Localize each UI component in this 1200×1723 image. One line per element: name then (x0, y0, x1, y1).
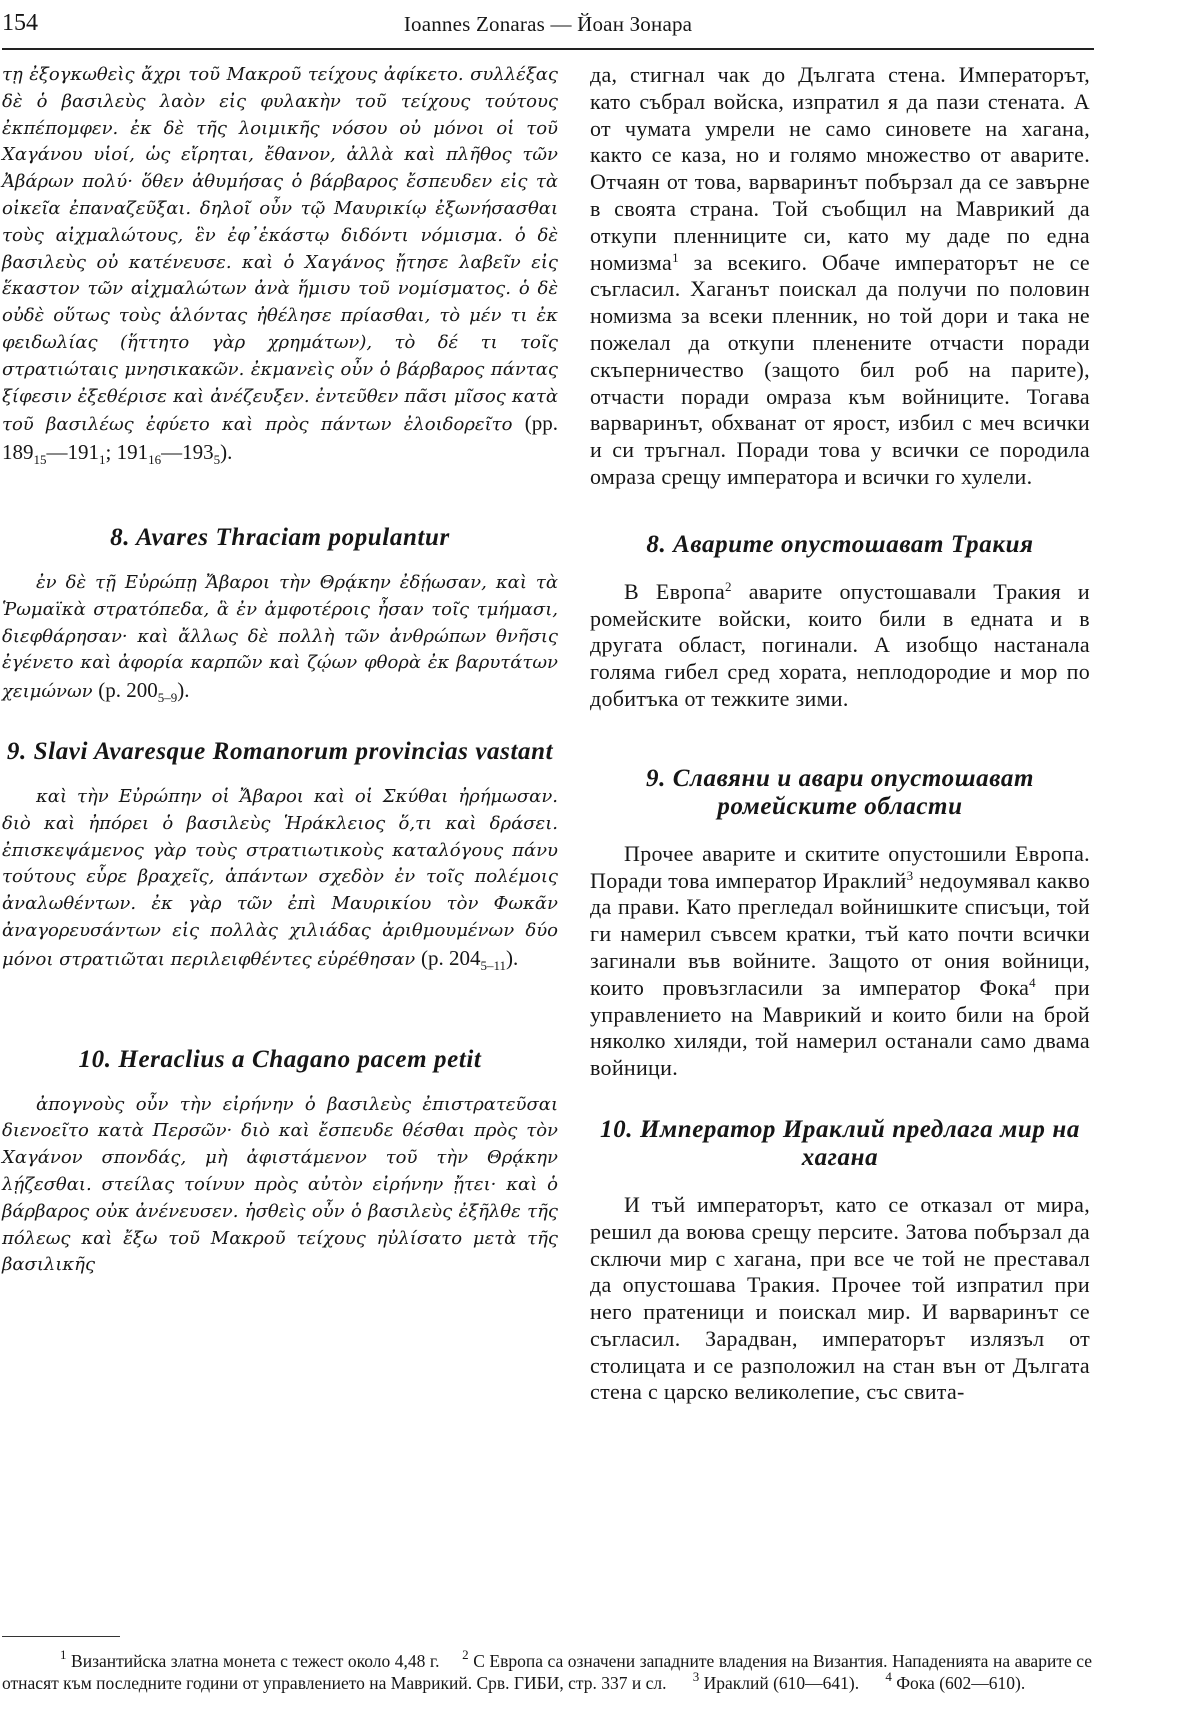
bulgarian-text: при управлението на Маврикий и които били на брой няколко хиляди, той намерил останали само двама войници. (590, 974, 1090, 1081)
bulgarian-text: за всекиго. Обаче императорът не се съгласил. Хаганът поискал да получи по половин номизма за всеки пленник, но той дори и така не пожелал да откупи пленените отчасти поради скъперничество (защото бил роб на парите), отчасти поради омраза към войниците. Тогава варваринът, обхванат от ярост, избил с меч всички и си тръгнал. Поради това у всички се породила омраза срещу императора и всички го хулели. (590, 249, 1090, 489)
bulgarian-text: Прочее аварите и скитите опустошили Европа. Поради това император Ираклий (590, 840, 1090, 893)
greek-section-text: καὶ τὴν Εὐρώπην οἱ Ἄβαροι καὶ οἱ Σκύθαι ἠρήμωσαν. διὸ καὶ ἠπόρει ὁ βασιλεὺς Ἡράκλειος ὅ,τι καὶ δράσει. ἐπισκεψάμενος γὰρ τοὺς στρατιωτικοὺς καταλόγους πάνυ τούτους εὗρε βραχεῖς, ἁπάντων σχεδὸν ἐν τοῖς πολέμοις ἀναλωθέντων. ἐκ γὰρ τῶν ἐπὶ Μαυρικίου τὸν Φωκᾶν ἀναγορευσάντων εἰς πολλὰς χιλιάδας ἀριθμουμένων δύο μόνοι στρατιῶται περιλειφθέντες εὑρέθησαν (2, 785, 558, 970)
ref-part: ). (506, 945, 519, 970)
ref-sub: 5 (213, 452, 221, 468)
footnote-block (2, 1647, 1093, 1694)
ref-sub: 15 (33, 452, 47, 468)
footnote-marker[interactable]: 2 (725, 578, 732, 594)
bulgarian-continuation (590, 62, 1090, 491)
greek-continuation (2, 62, 558, 468)
footnote-rule (2, 1636, 120, 1637)
footnote-marker[interactable]: 3 (906, 867, 914, 883)
bulgarian-section-8-title: 8. Аварите опустошават Тракия (646, 530, 1034, 558)
page-number: 154 (2, 10, 38, 36)
ref-part: ; 191 (105, 440, 149, 465)
bulgarian-section-8-text (590, 579, 1090, 713)
ref-sub: 1 (99, 452, 106, 468)
greek-section-9-text (2, 784, 558, 974)
greek-column (2, 62, 558, 1279)
greek-section-9-ref (420, 945, 519, 973)
footnote-text: С Европа са означени западните владения на Византия. Нападенията на аварите се отнасят към последните години от управлението на Маврикий. Срв. ГИБИ, стр. 337 и сл. (2, 1651, 1093, 1693)
bulgarian-text: недоумявал какво да прави. Като прегледал войнишките списъци, той ги намерил съвсем кратки, тъй като почти всички загинали във войните. Защото от ония войници, които провъзгласили за император Фока (590, 867, 1090, 1000)
footnote-marker[interactable]: 1 (672, 249, 679, 265)
footnote-text: Византийска златна монета с тежест около 4,48 г. (71, 1651, 440, 1671)
page-header (2, 8, 1094, 42)
greek-section-10-title: 10. Heraclius a Chagano pacem petit (78, 1045, 482, 1073)
greek-continuation-text: τῃ ἐξογκωθεὶς ἄχρι τοῦ Μακροῦ τείχους ἀφίκετο. συλλέξας δὲ ὁ βασιλεὺς λαὸν εἰς φυλακὴν τοῦ τείχους τούτους ἐκπέπομφεν. ἐκ δὲ τῆς λοιμικῆς νόσου οὐ μόνοι οἱ τοῦ Χαγάνου υἱοί, ὡς εἴρηται, ἔθανον, ἀλλὰ καὶ πλῆθος τῶν Ἀβάρων πολύ· ὅθεν ἀθυμήσας ὁ βάρβαρος ἔσπευδεν εἰς τὰ οἰκεῖα ἐπαναζεῦξαι. δηλοῖ οὖν τῷ Μαυρικίῳ ἐξωνήσασθαι τοὺς αἰχμαλώτους, ἓν ἐφ᾽ἑκάστῳ διδόντι νόμισμα. ὁ δὲ βασιλεὺς οὐ κατένευσε. καὶ ὁ Χαγάνος ᾔτησε λαβεῖν εἰς ἕκαστον τῶν αἰχμαλώτων ἀνὰ ἥμισυ τοῦ νομίσματος. ὁ δὲ οὐδὲ οὕτως τοὺς ἁλόντας ἠθέλησε πρίασθαι, τὸ μέν τι ἐκ φειδωλίας (ἥττητο γὰρ χρημάτων), τὸ δέ τι τοῖς στρατιώταις μνησικακῶν. ἐκμανεὶς οὖν ὁ βάρβαρος πάντας ξίφεσιν ἐξεθέρισε καὶ ἀνέζευξεν. ἐντεῦθεν πᾶσι μῖσος κατὰ τοῦ βασιλέως ἐφύετο καὶ πρὸς πάντων ἐλοιδορεῖτο (2, 64, 558, 436)
bulgarian-text: да, стигнал чак до Дългата стена. Императорът, като събрал войска, изпратил я да пази стената. А от чумата умрели не само синовете на хагана, както се каза, но и голямо множество от аварите. Отчаян от това, варваринът побързал да се завърне в своята страна. Той съобщил на Маврикий да откупи пленниците си, като му даде по една номизма (590, 62, 1090, 275)
footnotes (2, 1647, 1093, 1694)
ref-sub: 5–9 (157, 690, 178, 706)
ref-sub: 5–11 (480, 957, 506, 973)
ref-part: —191 (46, 440, 99, 465)
header-rule (2, 48, 1094, 50)
bulgarian-section-10-title: 10. Император Ираклий предлага мир на хагана (600, 1115, 1080, 1171)
ref-part: ). (177, 678, 190, 703)
bulgarian-text: аварите опустошавали Тракия и ромейските войски, които били в едната и в другата област, погинали. А изобщо настанала голяма гибел сред хората, неплодородие и мор по добитъка от тежките зими. (590, 578, 1090, 711)
bulgarian-section-9-text (590, 841, 1090, 1082)
running-title: Ioannes Zonaras — Йоан Зонара (403, 12, 693, 36)
footnote-text: Фока (602—610). (896, 1673, 1026, 1693)
greek-section-8-text (2, 570, 558, 706)
greek-section-10-text: ἀπογνοὺς οὖν τὴν εἰρήνην ὁ βασιλεὺς ἐπιστρατεῦσαι διενοεῖτο κατὰ Περσῶν· διὸ καὶ ἔσπευδε θέσθαι πρὸς τὸν Χαγάνον σπονδάς, μὴ ἀφιστάμενον τοῦ τὴν Θρᾴκην λῄζεσθαι. στείλας τοίνυν πρὸς αὐτὸν εἰρήνην ᾔτει· καὶ ὁ βάρβαρος οὐκ ἀνένευσεν. ἡσθεὶς οὖν ὁ βασιλεὺς ἐξῆλθε τῆς πόλεως καὶ ἔξω τοῦ Μακροῦ τείχους ηὐλίσατο μετὰ τῆς βασιλικῆς (2, 1093, 558, 1276)
bulgarian-text: В Европа (624, 578, 726, 604)
ref-part: —193 (161, 440, 214, 465)
ref-part: (p. 204 (420, 945, 481, 970)
bulgarian-section-9-title: 9. Славяни и авари опустошават ромейските области (645, 764, 1035, 820)
footnote-mark: 4 (885, 1669, 892, 1684)
footnote-mark: 2 (462, 1647, 469, 1662)
footnote-mark: 3 (692, 1669, 700, 1684)
greek-section-8-title: 8. Avares Thraciam populantur (110, 523, 450, 551)
ref-sub: 16 (148, 452, 162, 468)
greek-section-text: ἐν δὲ τῇ Εὐρώπῃ Ἄβαροι τὴν Θρᾴκην ἐδῄωσαν, καὶ τὰ Ῥωμαϊκὰ στρατόπεδα, ἃ ἐν ἀμφοτέροις ἦσαν τοῖς τμήμασι, διεφθάρησαν· καὶ ἄλλως δὲ πολλὴ τῶν ἀνθρώπων θνῆσις ἐγένετο καὶ ἀφορία καρπῶν καὶ ζῴων φθορὰ ἐκ βαρυτάτων χειμώνων (2, 571, 558, 703)
bulgarian-column (590, 62, 1090, 1406)
ref-part: (p. 200 (98, 678, 158, 703)
greek-section-8-ref (98, 678, 190, 706)
footnote-marker[interactable]: 4 (1029, 974, 1036, 990)
bulgarian-section-10-text: И тъй императорът, като се отказал от мира, решил да воюва срещу персите. Затова побързал да сключи мир с хагана, при все че той не преставал да опустошава Тракия. Прочее той изпратил при него пратеници и поискал мир. И варваринът се съгласил. Зарадван, императорът излязъл от столицата и се разположил на стан вън от Дългата стена с царско великолепие, със свита- (590, 1191, 1090, 1405)
ref-part: ). (220, 440, 233, 465)
ref-part: (pp. 189 (2, 411, 558, 465)
footnote-text: Ираклий (610—641). (703, 1673, 860, 1693)
footnote-mark: 1 (60, 1647, 67, 1662)
greek-section-9-title: 9. Slavi Avaresque Romanorum provincias vastant (6, 737, 554, 765)
